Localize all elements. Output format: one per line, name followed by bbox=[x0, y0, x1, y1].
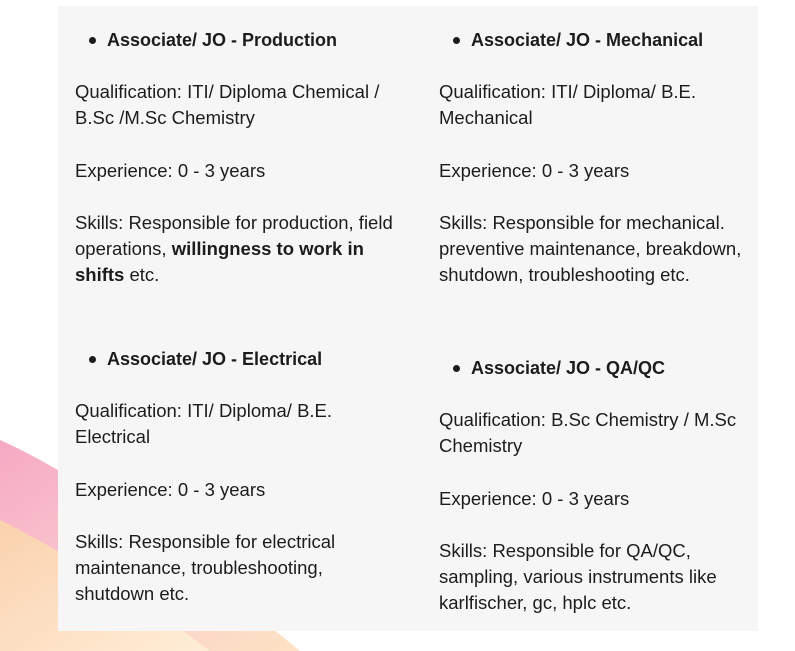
job-electrical bbox=[75, 346, 395, 608]
skills-text-main: Skills: Responsible for production, field operations, bbox=[75, 211, 393, 260]
bullet-icon bbox=[453, 37, 460, 44]
job-title bbox=[439, 27, 759, 53]
experience-text: Experience: 0 - 3 years bbox=[75, 478, 266, 500]
skills-text: Skills: Responsible for QA/QC, sampling, various instruments like karlfischer, gc, hplc etc. bbox=[439, 539, 717, 614]
experience-text: Experience: 0 - 3 years bbox=[439, 159, 630, 181]
skills-text bbox=[75, 210, 395, 289]
skills-emphasis: willingness to work in shifts bbox=[75, 238, 364, 286]
job-mechanical bbox=[439, 27, 759, 289]
job-title-text: Associate/ JO - QA/QC bbox=[471, 358, 666, 378]
skills-text-tail: etc. bbox=[124, 264, 160, 286]
job-title-text: Associate/ JO - Electrical bbox=[107, 349, 323, 369]
experience-text: Experience: 0 - 3 years bbox=[75, 159, 266, 181]
job-title bbox=[439, 355, 759, 381]
qualification-text: Qualification: B.Sc Chemistry / M.Sc Chemistry bbox=[439, 409, 737, 457]
experience-text: Experience: 0 - 3 years bbox=[439, 487, 630, 509]
job-qa-qc bbox=[439, 355, 759, 617]
qualification-text: Qualification: ITI/ Diploma/ B.E. Mechanical bbox=[439, 81, 697, 129]
qualification-text: Qualification: ITI/ Diploma/ B.E. Electrical bbox=[75, 400, 333, 448]
job-title-text: Associate/ JO - Mechanical bbox=[471, 30, 704, 50]
qualification-text: Qualification: ITI/ Diploma Chemical / B.Sc /M.Sc Chemistry bbox=[75, 81, 380, 129]
bullet-icon bbox=[89, 356, 96, 363]
skills-text: Skills: Responsible for electrical maintenance, troubleshooting, shutdown etc. bbox=[75, 530, 336, 605]
skills-text: Skills: Responsible for mechanical. preventive maintenance, breakdown, shutdown, troubleshooting etc. bbox=[439, 211, 742, 286]
jobs-card bbox=[58, 6, 758, 631]
bullet-icon bbox=[453, 365, 460, 372]
job-title-text: Associate/ JO - Production bbox=[107, 30, 338, 50]
bullet-icon bbox=[89, 37, 96, 44]
job-title bbox=[75, 27, 395, 53]
job-production bbox=[75, 27, 395, 289]
job-title bbox=[75, 346, 395, 372]
